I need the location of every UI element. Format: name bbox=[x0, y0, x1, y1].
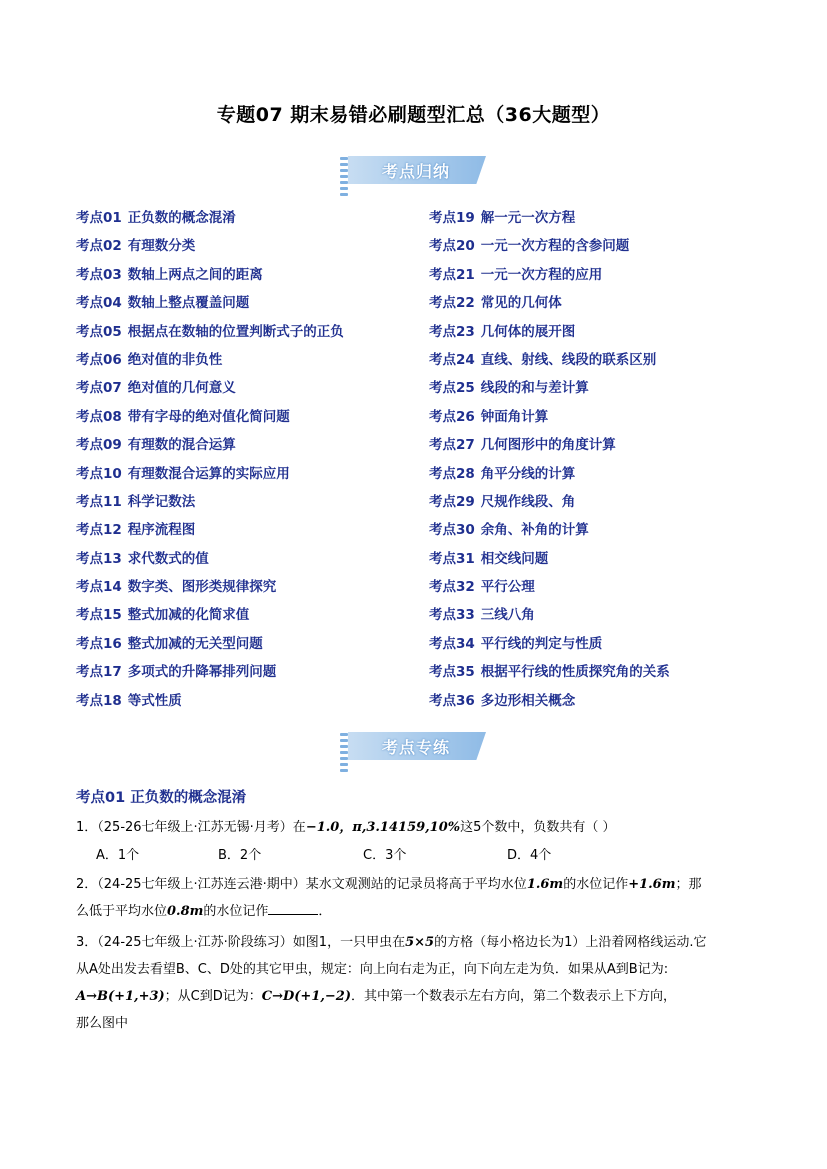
toc-item[interactable] bbox=[76, 293, 344, 321]
question-text: ；从C到D记为： bbox=[164, 989, 262, 1004]
option-d: D．4个 bbox=[507, 848, 552, 863]
toc-item-number: 考点08 bbox=[76, 408, 122, 425]
toc-item[interactable] bbox=[76, 464, 344, 492]
question-text: 的水位记作 bbox=[203, 904, 269, 919]
toc-item[interactable] bbox=[76, 378, 344, 406]
toc-item-number: 考点16 bbox=[76, 635, 122, 652]
toc-item-label: 有理数分类 bbox=[127, 238, 196, 255]
question-text: 从A处出发去看望B、C、D处的其它甲虫，规定：向上向右走为正，向下向左走为负．如果从A到B记为: bbox=[76, 962, 669, 977]
toc-item-number: 考点19 bbox=[429, 210, 475, 226]
toc-item[interactable] bbox=[429, 322, 670, 350]
toc-item[interactable] bbox=[76, 691, 344, 719]
math-expression: −1.0，π,3.14159,10% bbox=[305, 820, 461, 835]
toc-item-label: 整式加减的无关型问题 bbox=[127, 635, 263, 652]
toc-item-number: 考点32 bbox=[429, 579, 475, 596]
question-text: 3．（24-25七年级上·江苏·阶段练习）如图1，一只甲虫在 bbox=[76, 935, 406, 950]
toc-item-number: 考点33 bbox=[429, 607, 475, 624]
toc-item-label: 有理数混合运算的实际应用 bbox=[127, 465, 290, 482]
toc-item-number: 考点36 bbox=[429, 692, 475, 709]
section-heading: 考点01 正负数的概念混淆 bbox=[76, 790, 247, 806]
toc-item[interactable] bbox=[429, 435, 670, 463]
toc-item[interactable] bbox=[76, 322, 344, 350]
toc-item[interactable] bbox=[429, 208, 670, 236]
math-expression: 0.8m bbox=[167, 904, 204, 919]
toc-item[interactable] bbox=[429, 605, 670, 633]
math-expression: +1.6m bbox=[628, 877, 676, 892]
toc-item-number: 考点27 bbox=[429, 437, 475, 454]
question-text: 的方格（每小格边长为1）上沿着网格线运动.它 bbox=[434, 935, 707, 950]
toc-item[interactable] bbox=[429, 265, 670, 293]
toc-item[interactable] bbox=[429, 464, 670, 492]
toc-item[interactable] bbox=[429, 577, 670, 605]
question-text: ． bbox=[318, 904, 332, 919]
toc-item-label: 三线八角 bbox=[480, 607, 535, 624]
toc-item[interactable] bbox=[76, 605, 344, 633]
toc-item-number: 考点14 bbox=[76, 579, 122, 596]
toc-item[interactable] bbox=[76, 520, 344, 548]
toc-item-label: 有理数的混合运算 bbox=[127, 437, 236, 454]
toc-item-label: 整式加减的化简求值 bbox=[127, 607, 250, 624]
question-1 bbox=[76, 814, 752, 841]
toc-item-label: 根据点在数轴的位置判断式子的正负 bbox=[127, 323, 344, 340]
toc-item-label: 相交线问题 bbox=[480, 550, 549, 567]
question-text: 2．（24-25七年级上·江苏连云港·期中）某水文观测站的记录员将高于平均水位 bbox=[76, 877, 527, 892]
toc-right-column bbox=[429, 208, 670, 719]
answer-blank bbox=[268, 900, 318, 915]
math-expression: 1.6m bbox=[526, 877, 564, 892]
toc-item[interactable] bbox=[76, 435, 344, 463]
question-text: 那么图中 bbox=[76, 1016, 129, 1031]
toc-item[interactable] bbox=[76, 350, 344, 378]
math-expression: A→B(+1,+3) bbox=[76, 989, 165, 1004]
toc-item-label: 一元一次方程的含参问题 bbox=[480, 238, 630, 255]
toc-item-label: 绝对值的几何意义 bbox=[127, 380, 236, 397]
toc-item-number: 考点07 bbox=[76, 380, 122, 397]
toc-item-label: 程序流程图 bbox=[127, 522, 196, 539]
option-a: A．1个 bbox=[96, 848, 140, 863]
toc-item-label: 根据平行线的性质探究角的关系 bbox=[480, 664, 670, 681]
toc-item[interactable] bbox=[76, 236, 344, 264]
toc-item-label: 多边形相关概念 bbox=[480, 692, 576, 709]
toc-item[interactable] bbox=[429, 520, 670, 548]
toc-item[interactable] bbox=[76, 549, 344, 577]
question-2 bbox=[76, 871, 752, 925]
toc-item-label: 尺规作线段、角 bbox=[480, 493, 576, 510]
toc-item[interactable] bbox=[429, 549, 670, 577]
toc-item[interactable] bbox=[429, 662, 670, 690]
toc-item-number: 考点34 bbox=[429, 635, 475, 652]
toc-item-number: 考点30 bbox=[429, 522, 475, 539]
toc-item-number: 考点06 bbox=[76, 351, 122, 368]
toc-item-label: 一元一次方程的应用 bbox=[480, 266, 603, 283]
toc-item-number: 考点35 bbox=[429, 664, 475, 681]
toc-item-label: 求代数式的值 bbox=[127, 550, 209, 567]
toc-item[interactable] bbox=[429, 378, 670, 406]
toc-item[interactable] bbox=[76, 265, 344, 293]
toc-item-label: 线段的和与差计算 bbox=[480, 380, 589, 397]
banner-label: 考点归纳 bbox=[381, 162, 450, 181]
toc-item-number: 考点28 bbox=[429, 465, 475, 482]
toc-item-number: 考点04 bbox=[76, 295, 122, 312]
toc-item[interactable] bbox=[76, 407, 344, 435]
option-c: C．3个 bbox=[363, 848, 407, 863]
toc-item-label: 正负数的概念混淆 bbox=[127, 210, 236, 226]
page-title: 专题07 期末易错必刷题型汇总（36大题型） bbox=[216, 104, 611, 126]
section-banner-summary bbox=[338, 150, 488, 190]
toc-item-label: 数轴上两点之间的距离 bbox=[127, 266, 263, 283]
toc-item-number: 考点12 bbox=[76, 522, 122, 539]
question-text: ；那 bbox=[675, 877, 702, 892]
toc-item-number: 考点29 bbox=[429, 493, 475, 510]
toc-item-number: 考点01 bbox=[76, 210, 122, 226]
math-expression: C→D(+1,−2) bbox=[261, 989, 351, 1004]
toc-item-number: 考点22 bbox=[429, 295, 475, 312]
toc-item-number: 考点15 bbox=[76, 607, 122, 624]
question-text: 的水位记作 bbox=[563, 877, 629, 892]
toc-item-number: 考点13 bbox=[76, 550, 122, 567]
toc-item-label: 角平分线的计算 bbox=[480, 465, 576, 482]
option-b: B．2个 bbox=[218, 848, 262, 863]
toc-item-number: 考点24 bbox=[429, 351, 475, 368]
toc-item-number: 考点21 bbox=[429, 266, 475, 283]
toc-item-label: 平行公理 bbox=[480, 579, 535, 596]
toc-item-number: 考点09 bbox=[76, 437, 122, 454]
toc-item-number: 考点10 bbox=[76, 465, 122, 482]
toc-item[interactable] bbox=[429, 691, 670, 719]
toc-item-label: 直线、射线、线段的联系区别 bbox=[480, 351, 657, 368]
toc-item[interactable] bbox=[429, 350, 670, 378]
toc-item-label: 解一元一次方程 bbox=[480, 210, 576, 226]
toc-item-label: 钟面角计算 bbox=[480, 408, 549, 425]
toc-item-number: 考点20 bbox=[429, 238, 475, 255]
toc-item-number: 考点25 bbox=[429, 380, 475, 397]
toc-item-number: 考点02 bbox=[76, 238, 122, 255]
toc-item-label: 数轴上整点覆盖问题 bbox=[127, 295, 250, 312]
toc-item-number: 考点18 bbox=[76, 692, 122, 709]
section-banner-practice bbox=[338, 726, 488, 766]
toc-item-number: 考点17 bbox=[76, 664, 122, 681]
banner-label: 考点专练 bbox=[381, 738, 450, 757]
toc-item-number: 考点31 bbox=[429, 550, 475, 567]
toc-item-number: 考点05 bbox=[76, 323, 122, 340]
toc-item[interactable] bbox=[76, 634, 344, 662]
toc-item-label: 数字类、图形类规律探究 bbox=[127, 579, 277, 596]
question-3 bbox=[76, 929, 752, 1037]
toc-item-label: 等式性质 bbox=[127, 692, 182, 709]
question-text: ．其中第一个数表示左右方向，第二个数表示上下方向， bbox=[350, 989, 676, 1004]
toc-item[interactable] bbox=[429, 293, 670, 321]
toc-item-number: 考点26 bbox=[429, 408, 475, 425]
toc-item[interactable] bbox=[429, 634, 670, 662]
toc-item-label: 几何图形中的角度计算 bbox=[480, 437, 616, 454]
toc-item-label: 几何体的展开图 bbox=[480, 323, 576, 340]
toc-item-label: 余角、补角的计算 bbox=[480, 522, 589, 539]
toc-item-label: 科学记数法 bbox=[127, 493, 196, 510]
toc-item-number: 考点23 bbox=[429, 323, 475, 340]
toc-item[interactable] bbox=[76, 577, 344, 605]
toc-item-label: 带有字母的绝对值化简问题 bbox=[127, 408, 290, 425]
question-text: 么低于平均水位 bbox=[76, 904, 168, 919]
toc-item-number: 考点11 bbox=[76, 493, 122, 510]
toc-left-column bbox=[76, 208, 344, 719]
toc-item-label: 常见的几何体 bbox=[480, 295, 562, 312]
toc-item-label: 绝对值的非负性 bbox=[127, 351, 223, 368]
toc-item-label: 多项式的升降幂排列问题 bbox=[127, 664, 277, 681]
toc-item[interactable] bbox=[429, 492, 670, 520]
toc-item[interactable] bbox=[429, 407, 670, 435]
toc-item[interactable] bbox=[76, 662, 344, 690]
question-text: 这5个数中，负数共有（ ） bbox=[460, 820, 616, 835]
question-text: 1．（25-26七年级上·江苏无锡·月考）在 bbox=[76, 820, 306, 835]
toc-item-number: 考点03 bbox=[76, 266, 122, 283]
toc-item[interactable] bbox=[429, 236, 670, 264]
math-expression: 5×5 bbox=[405, 935, 435, 950]
toc-item[interactable] bbox=[76, 208, 344, 236]
toc-item[interactable] bbox=[76, 492, 344, 520]
toc-item-label: 平行线的判定与性质 bbox=[480, 635, 603, 652]
